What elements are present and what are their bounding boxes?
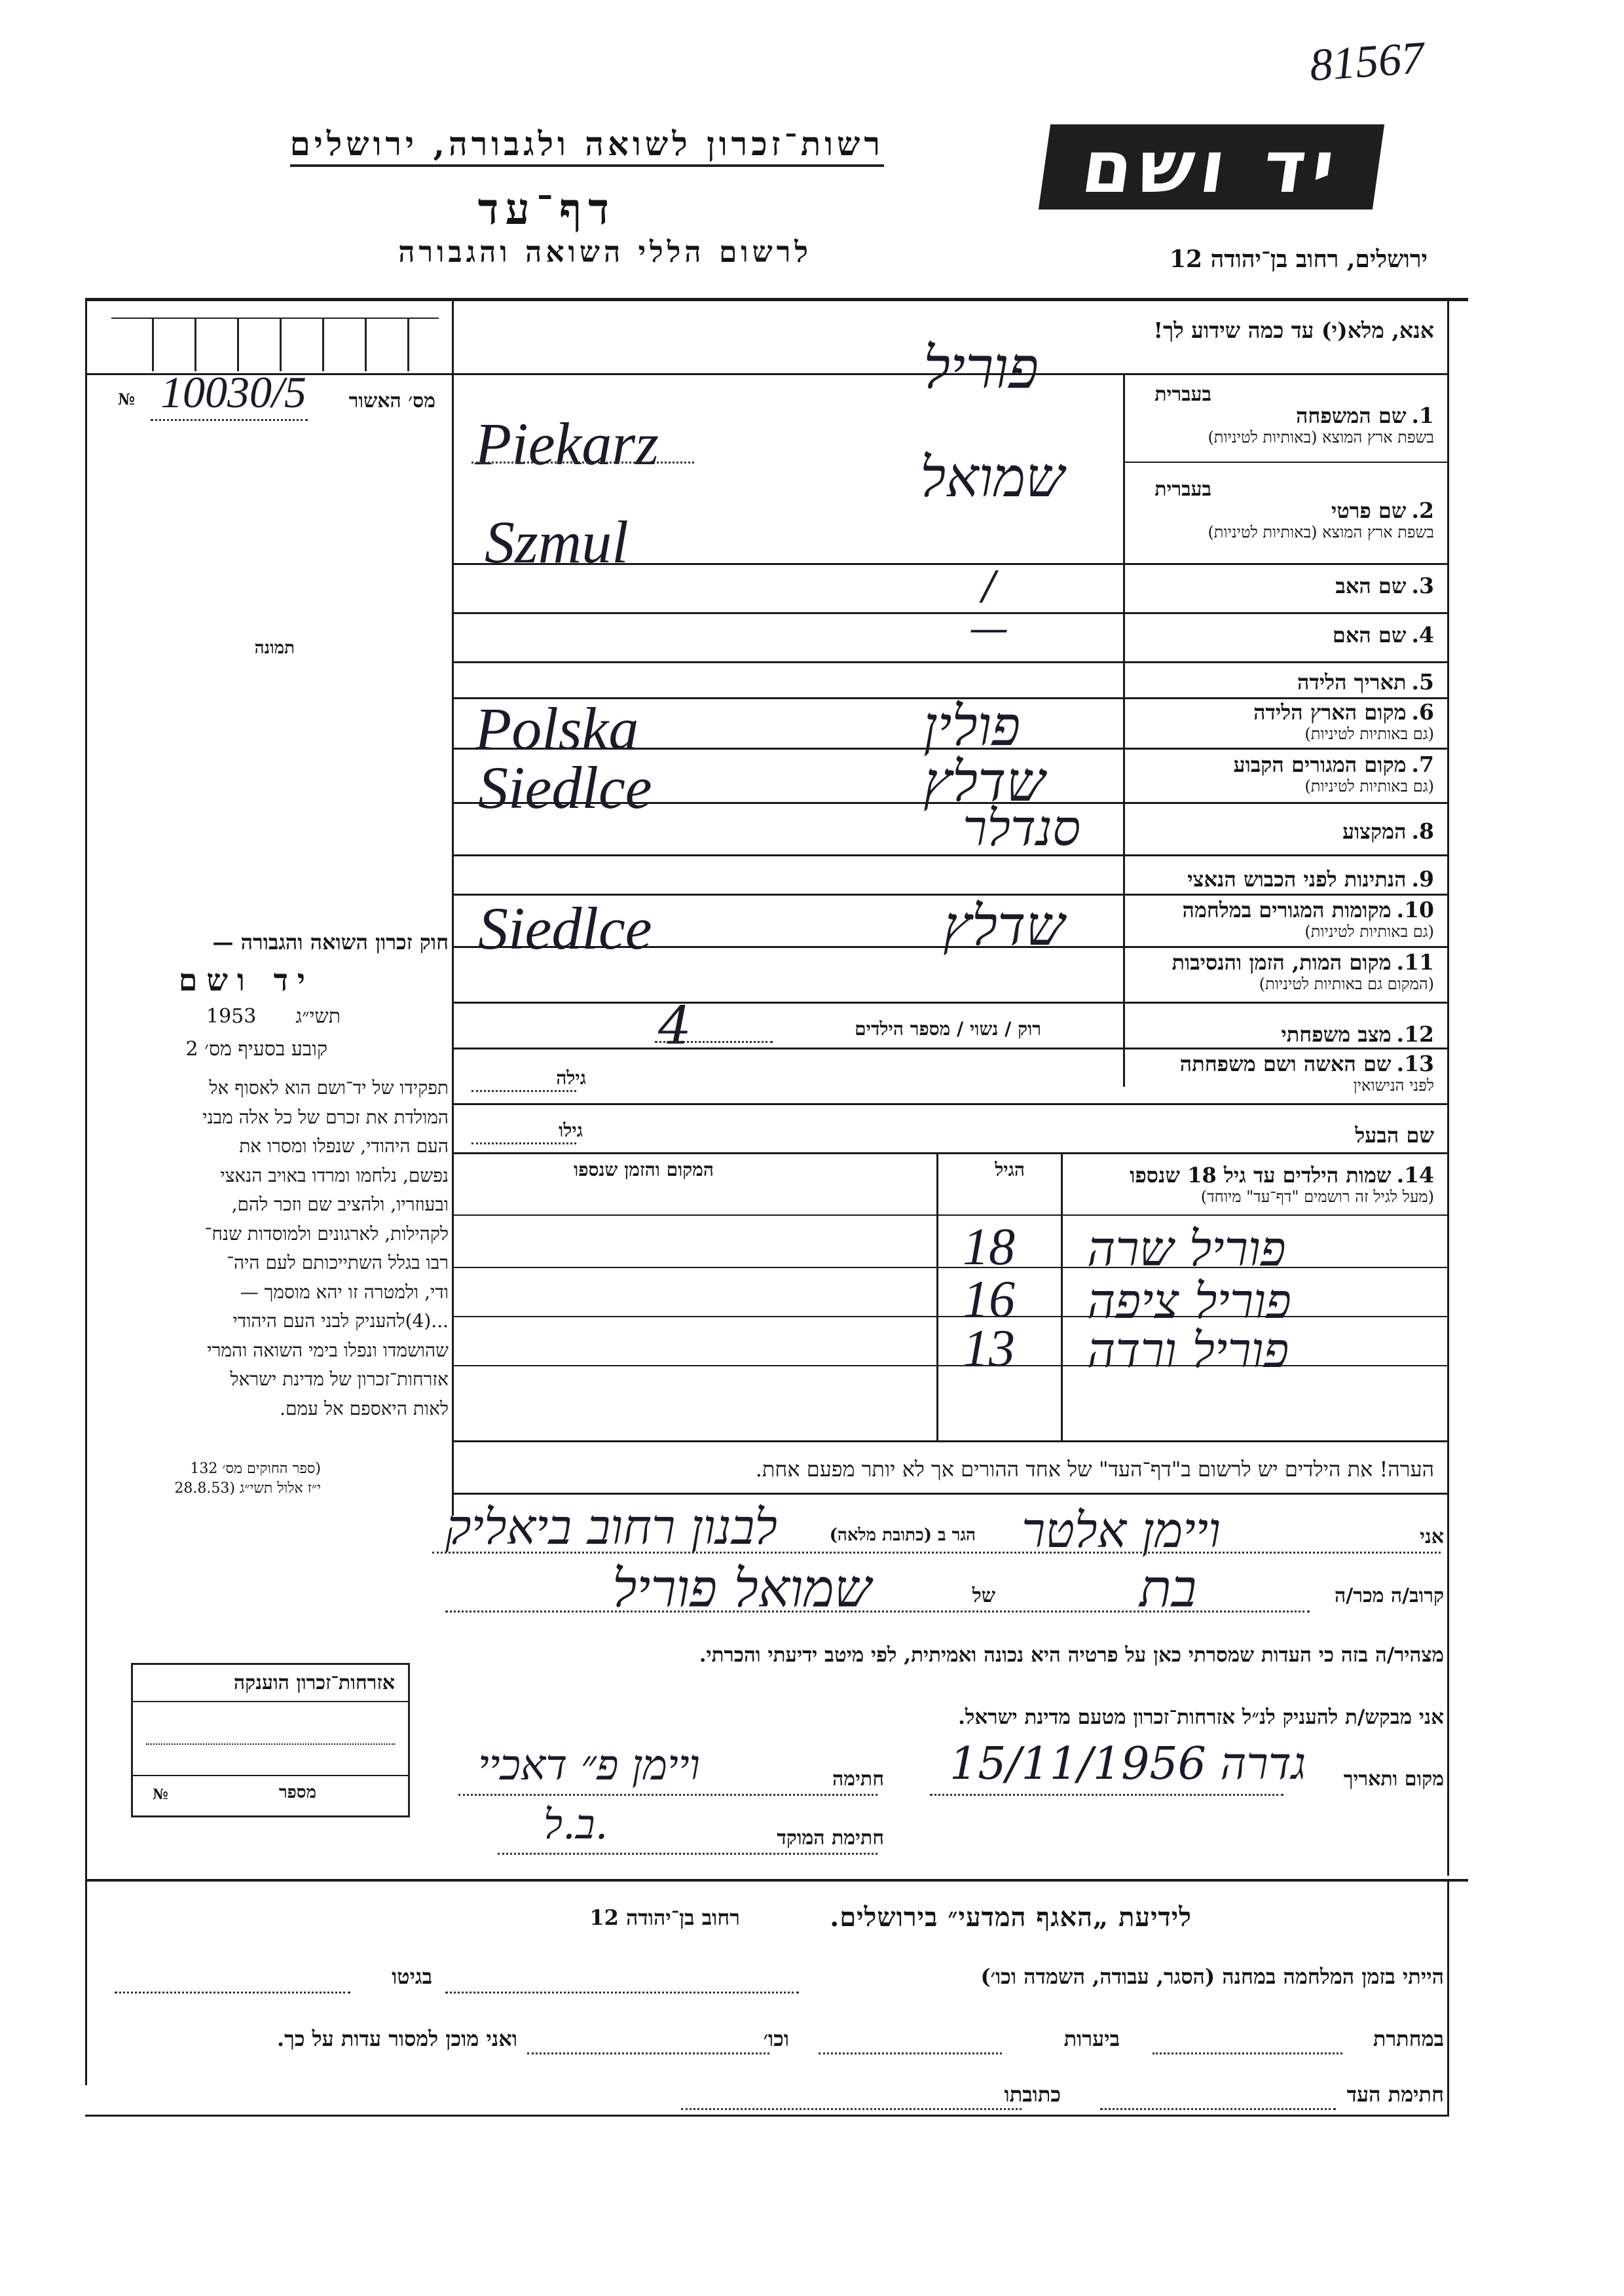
footer-address-label: כתובתו <box>1004 2082 1061 2107</box>
footer-forests: ביערות <box>1063 2026 1120 2051</box>
relation-value: בת <box>1139 1558 1197 1619</box>
approval-number: 10030/5 <box>160 367 306 417</box>
hw-surname-heb: פוריל <box>923 334 1039 401</box>
field-1: 1.שם המשפחה בשפת ארץ המוצא (באותיות לטיניות) <box>1208 403 1434 446</box>
archive-number: 81567 <box>1308 32 1426 92</box>
logo-text: יד ושם <box>1077 125 1346 209</box>
child-row-2-age: 16 <box>963 1271 1015 1328</box>
signature-label: חתימה <box>832 1768 884 1791</box>
child-row-3-name: פוריל ורדה <box>1087 1322 1289 1379</box>
declaration-text: מצהיר/ה בזה כי העדות שמסרתי כאן על פרטיה היא נכונה ואמיתית, לפי מיטב ידיעתי והכרתי. <box>699 1643 1444 1667</box>
child-row-2-name: פוריל ציפה <box>1087 1273 1291 1330</box>
approval-label: מס׳ האשור <box>348 390 435 412</box>
field-13: 13.שם האשה ושם משפחתה לפני הנישואין <box>1179 1051 1434 1095</box>
relation-label: קרוב/ה מכר/ה <box>1335 1584 1444 1607</box>
form-title: דף־עד <box>477 183 616 234</box>
footer-sign-label: חתימת העד <box>1346 2082 1444 2107</box>
of-value: שמואל פוריל <box>612 1558 872 1619</box>
yad-vashem-logo <box>1039 124 1384 210</box>
declarant-name: ויימן אלטר <box>1022 1503 1221 1559</box>
signature-value: ויימן פ״ דאכיי <box>478 1741 700 1790</box>
photo-label: תמונה <box>254 638 295 658</box>
field-3: 3.שם האב <box>1335 573 1434 598</box>
header-address: ירושלים, רחוב בן־יהודה 12 <box>1169 246 1428 273</box>
citizenship-number-label: מספר <box>278 1783 316 1802</box>
footer-address: רחוב בן־יהודה 12 <box>589 1905 740 1930</box>
field-9: 9.הנתינות לפני הכבוש הנאצי <box>1187 866 1434 892</box>
field-7: 7.מקום המגורים הקבוע (גם באותיות לטיניות) <box>1233 752 1434 795</box>
field-12: 12.מצב משפחתי <box>1281 1021 1434 1047</box>
law-year: 1953 <box>206 1005 257 1028</box>
hw-war-place-heb: שדלץ <box>943 894 1065 958</box>
law-source-1: (ספר החוקים מס׳ 132 <box>190 1461 321 1477</box>
hw-surname-lat: Piekarz <box>475 410 659 477</box>
request-text: אני מבקש/ת להעניק לנ״ל אזרחות־זכרון מטעם מדינת ישראל. <box>958 1705 1444 1729</box>
hw-war-place-lat: Siedlce <box>478 895 652 962</box>
field-2-heb-label: בעברית <box>1154 478 1211 501</box>
hw-firstname-lat: Szmul <box>485 509 629 575</box>
field-husband: שם הבעל <box>1355 1123 1434 1148</box>
declarant-address-label: הגר ב (כתובת מלאה) <box>829 1525 976 1545</box>
children-title: 14.שמות הילדים עד גיל 18 שנספו (מעל לגיל זה רושמים "דף־עד" מיוחד) <box>1130 1162 1434 1206</box>
children-count: 4 <box>658 995 692 1056</box>
field-2: 2.שם פרטי בשפת ארץ המוצא (באותיות לטיניות) <box>1208 498 1434 541</box>
approval-prefix: № <box>118 390 136 409</box>
intro-text: אנא, מלא(י) עד כמה שידוע לך! <box>1153 318 1434 343</box>
law-name: יד ושם <box>178 962 314 998</box>
hw-firstname-heb: שמואל <box>920 445 1065 509</box>
perforation-boxes <box>111 318 439 371</box>
age-label-1: גילה <box>556 1067 586 1089</box>
place-date-label: מקום ותאריך <box>1343 1768 1444 1791</box>
official-label: חתימת המוקד <box>777 1827 884 1850</box>
law-source-2: י״ז אלול תשי״ג (28.8.53 <box>174 1480 321 1497</box>
citizenship-box <box>131 1663 410 1817</box>
field-11: 11.מקום המות, הזמן והנסיבות (המקום גם באותיות לטיניות) <box>1172 949 1434 993</box>
hw-father-mark: / <box>982 563 996 609</box>
field-10: 10.מקומות המגורים במלחמה (גם באותיות לטיניות) <box>1182 897 1434 941</box>
footer-title: לידיעת „האגף המדעי״ בירושלים. <box>830 1902 1192 1933</box>
law-clause: קובע בסעיף מס׳ 2 <box>185 1038 327 1061</box>
marital-options: רוק / נשוי / מספר הילדים <box>855 1018 1041 1040</box>
declarant-ani-label: אני <box>1420 1525 1444 1548</box>
note-text: הערה! את הילדים יש לרשום ב"דף־העד" של אחד ההורים אך לא יותר מפעם אחת. <box>755 1457 1434 1482</box>
citizenship-title: אזרחות־זכרון הוענקה <box>133 1665 408 1702</box>
field-6: 6.מקום הארץ הלידה (גם באותיות לטיניות) <box>1253 699 1434 743</box>
of-label: של <box>972 1584 995 1607</box>
children-age-header: הגיל <box>995 1159 1025 1180</box>
field-8: 8.המקצוע <box>1342 818 1434 844</box>
footer-testimony: ואני מוכן למסור עדות על כך. <box>276 2026 517 2051</box>
place-date-value: גדרה 15/11/1956 <box>950 1738 1306 1790</box>
official-value: ב.ל. <box>544 1800 608 1848</box>
form-subtitle: לרשום הללי השואה והגבורה <box>398 236 812 269</box>
hw-birth-country-heb: פולין <box>923 694 1021 758</box>
footer-underground: במחתרת <box>1373 2026 1444 2051</box>
footer-ghetto: בגיטו <box>392 1964 432 1989</box>
field-4: 4.שם האם <box>1332 622 1434 647</box>
law-body: תפקידו של יד־ושם הוא לאסוף אל המולדת את זכרם של כל אלה מבני העם היהודי, שנפלו ומסרו את נפשם, נלחמו ומרדו באויב הנאצי ובעוזריו, ולהציב שם וזכר להם, לקהילות, לארגונים ולמוסדות שנח־ רבו בגלל השתייכותם לעם היה־ ודי, ולמטרה זו יהא מוסמך — ...(4)להעניק לבני העם היהודי שהושמדו ונפלו בימי השואה והמרי אזרחות־זכרון של מדינת ישראל לאות היאספם אל עמם. <box>202 1077 449 1419</box>
authority-title: רשות־זכרון לשואה ולגבורה, ירושלים <box>290 124 884 167</box>
footer-line1: הייתי בזמן המלחמה במחנה (הסגר, עבודה, השמדה וכו׳) <box>980 1964 1444 1989</box>
law-year-heb: תשי״ג <box>295 1005 341 1028</box>
declarant-address: לבנון רחוב ביאליק <box>445 1499 778 1556</box>
age-label-2: גילו <box>559 1120 583 1141</box>
hw-mother-mark: — <box>969 606 1008 651</box>
hw-residence-lat: Siedlce <box>478 754 652 821</box>
child-row-1-name: פוריל שרה <box>1087 1221 1286 1277</box>
child-row-1-age: 18 <box>963 1218 1015 1276</box>
field-1-heb-label: בעברית <box>1154 383 1211 406</box>
children-place-header: המקום והזמן שנספו <box>574 1159 714 1180</box>
law-title: חוק זכרון השואה והגבורה — <box>212 930 449 955</box>
hw-birth-country-lat: Polska <box>475 695 639 762</box>
footer-etc: וכו׳ <box>763 2026 789 2051</box>
child-row-3-age: 13 <box>963 1320 1015 1377</box>
field-5: 5.תאריך הלידה <box>1297 669 1434 695</box>
citizenship-prefix: № <box>153 1786 168 1803</box>
hw-profession: סנדלר <box>963 799 1081 857</box>
hw-residence-heb: שדלץ <box>923 750 1045 814</box>
